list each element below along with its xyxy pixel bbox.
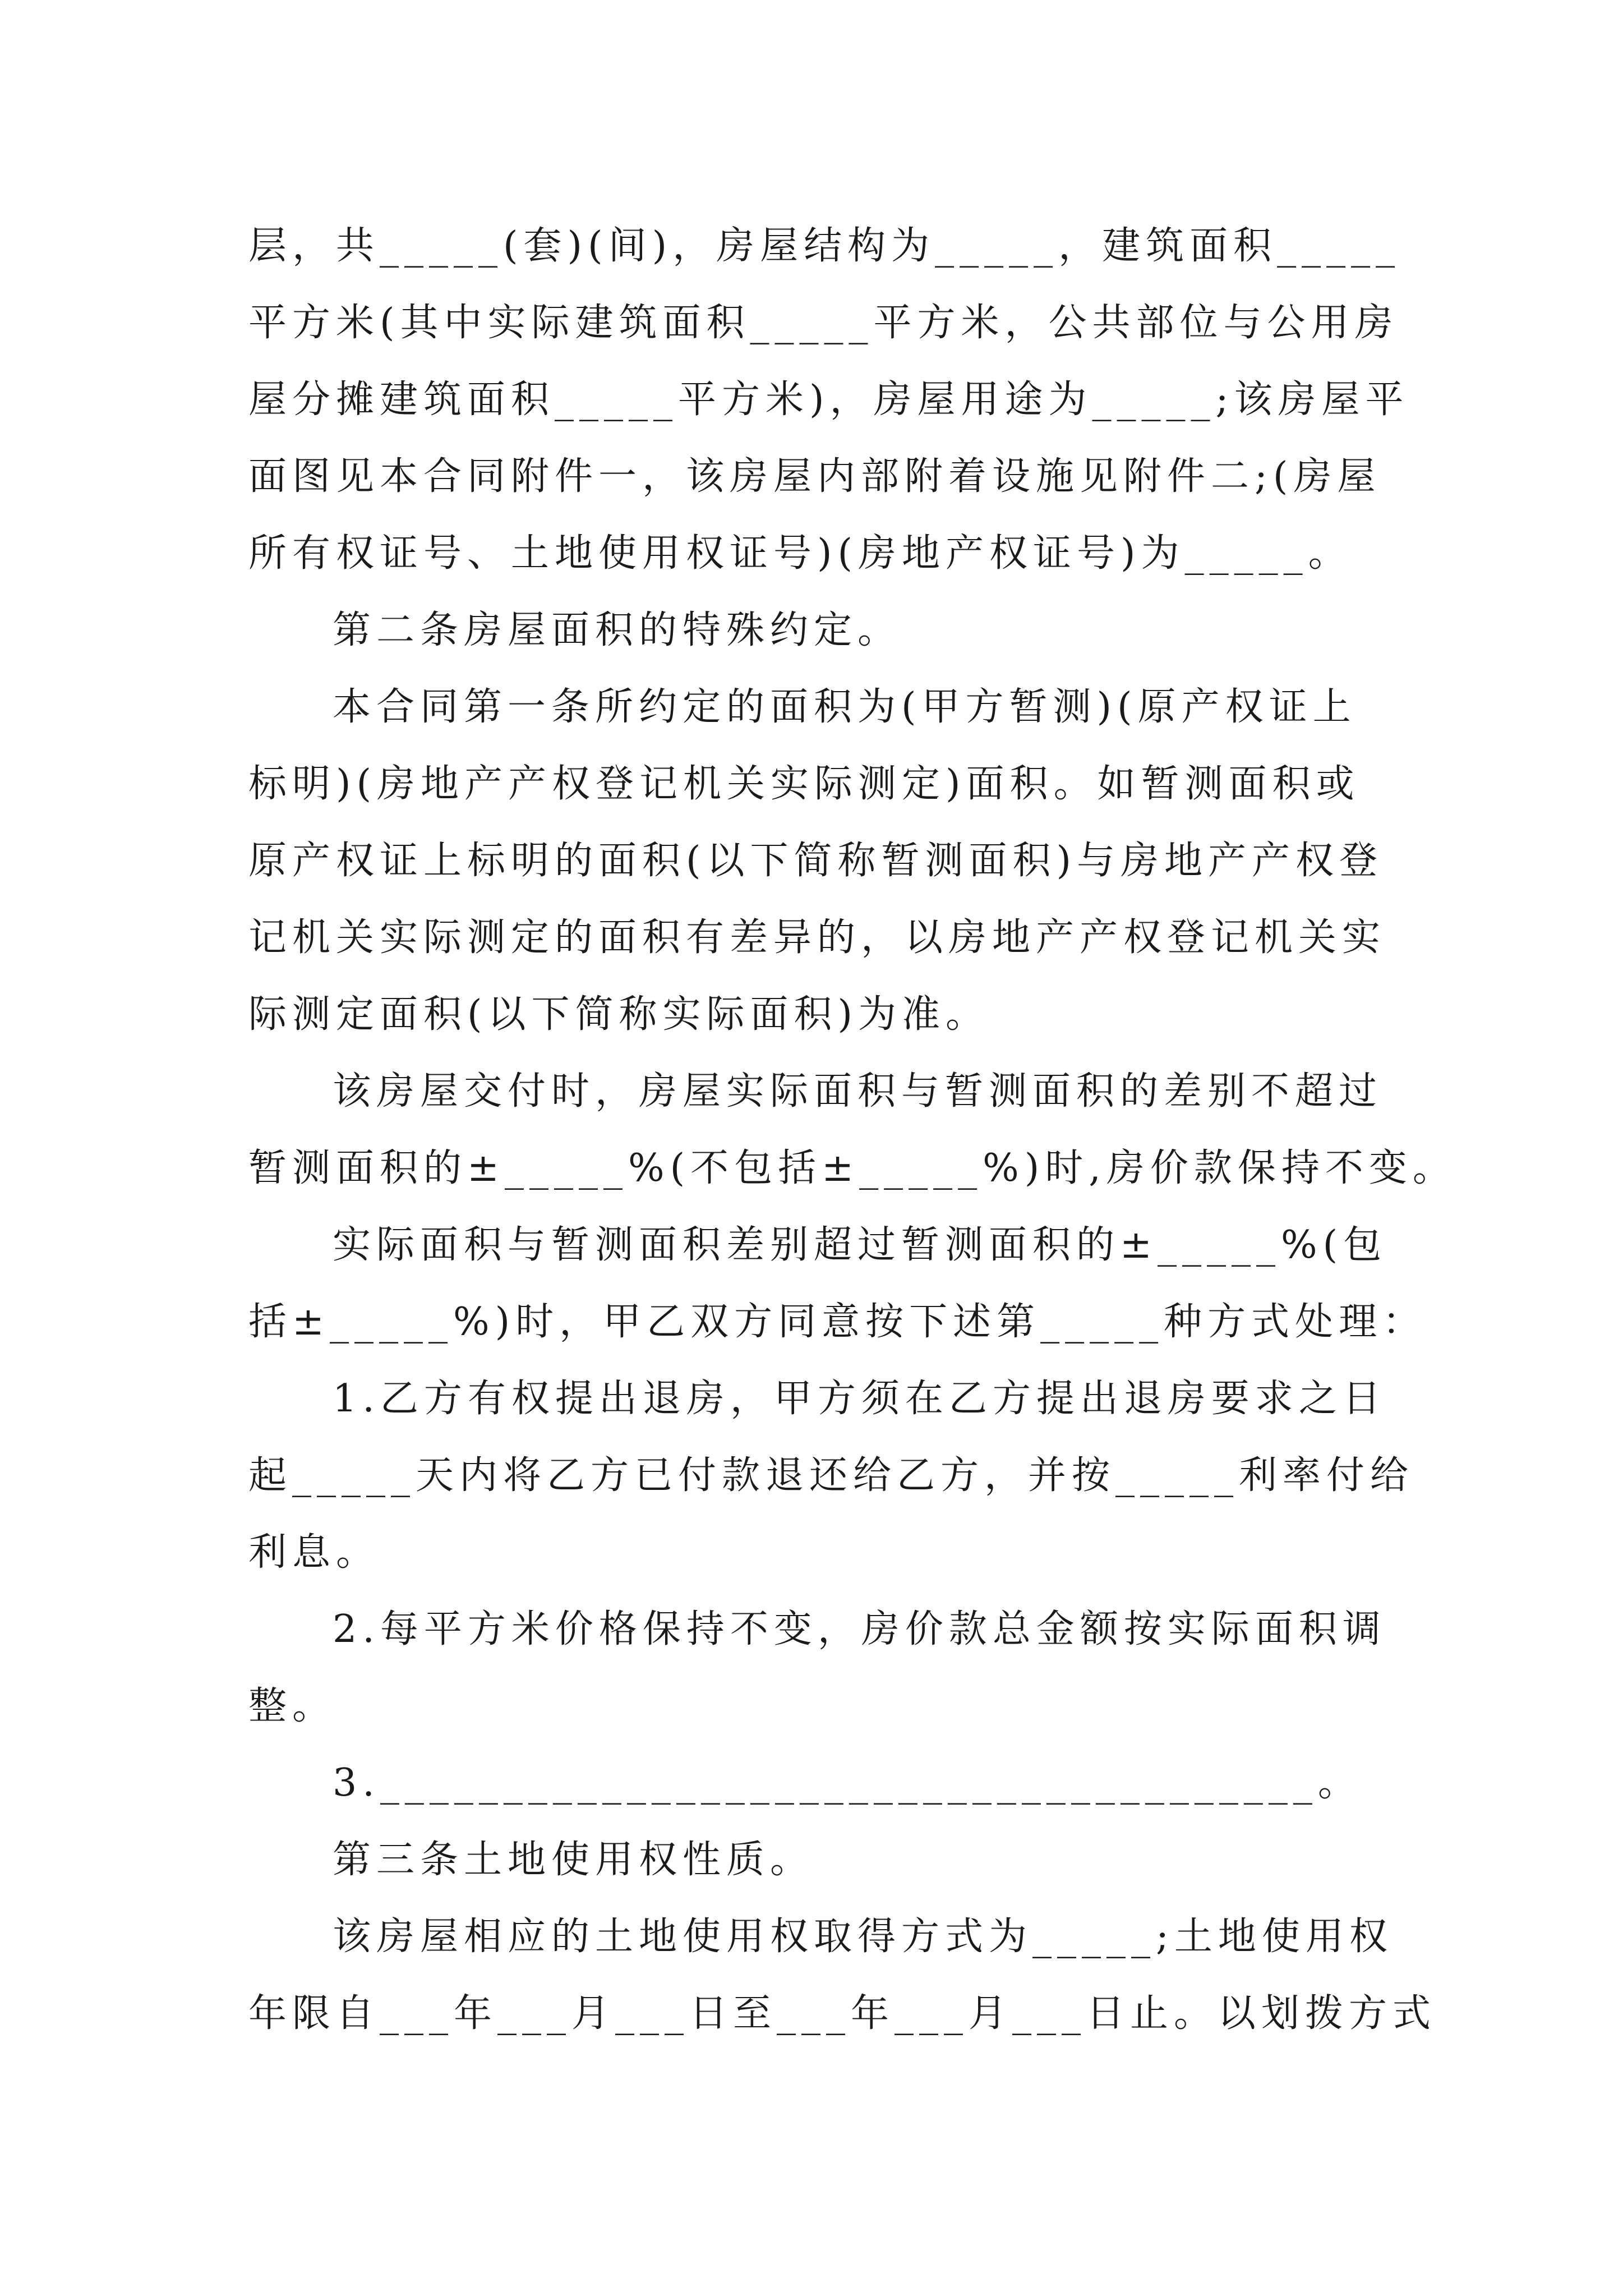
text-line: 面图见本合同附件一，该房屋内部附着设施见附件二;(房屋 (248, 454, 1381, 499)
text-line: 暂测面积的±_____%(不包括±_____%)时,房价款保持不变。 (248, 1146, 1456, 1190)
text-line: 所有权证号、土地使用权证号)(房地产权证号)为_____。 (248, 531, 1352, 576)
text-line: 际测定面积(以下简称实际面积)为准。 (248, 992, 990, 1037)
text-line: 该房屋相应的土地使用权取得方式为_____;土地使用权 (333, 1915, 1393, 1959)
text-line: 平方米(其中实际建筑面积_____平方米，公共部位与公用房 (248, 301, 1399, 345)
text-line: 原产权证上标明的面积(以下简称暂测面积)与房地产产权登 (248, 839, 1384, 883)
list-item-2: 2.每平方米价格保持不变，房价款总金额按实际面积调 (333, 1607, 1386, 1651)
text-line: 屋分摊建筑面积_____平方米)，房屋用途为_____;该房屋平 (248, 378, 1409, 422)
contract-text (248, 208, 1456, 2052)
text-line: 标明)(房地产产权登记机关实际测定)面积。如暂测面积或 (248, 762, 1360, 806)
section-heading-article-2: 第二条房屋面积的特殊约定。 (333, 608, 902, 652)
text-line: 该房屋交付时，房屋实际面积与暂测面积的差别不超过 (333, 1069, 1383, 1114)
text-line: 本合同第一条所约定的面积为(甲方暂测)(原产权证上 (333, 685, 1357, 729)
text-line: 整。 (248, 1684, 336, 1728)
text-line: 年限自___年___月___日至___年___月___日止。以划拨方式 (248, 1991, 1437, 2036)
text-line: 实际面积与暂测面积差别超过暂测面积的±_____%(包 (333, 1223, 1387, 1267)
text-line: 利息。 (248, 1530, 380, 1575)
text-line: 记机关实际测定的面积有差异的，以房地产产权登记机关实 (248, 915, 1386, 960)
list-item-3: 3.______________________________________。 (333, 1761, 1362, 1805)
list-item-1: 1.乙方有权提出退房，甲方须在乙方提出退房要求之日 (333, 1377, 1386, 1421)
text-line: 层，共_____(套)(间)，房屋结构为_____，建筑面积_____ (248, 224, 1401, 268)
text-line: 括±_____%)时，甲乙双方同意按下述第_____种方式处理： (248, 1300, 1427, 1344)
text-line: 起_____天内将乙方已付款退还给乙方，并按_____利率付给 (248, 1453, 1414, 1498)
section-heading-article-3: 第三条土地使用权性质。 (333, 1838, 814, 1882)
